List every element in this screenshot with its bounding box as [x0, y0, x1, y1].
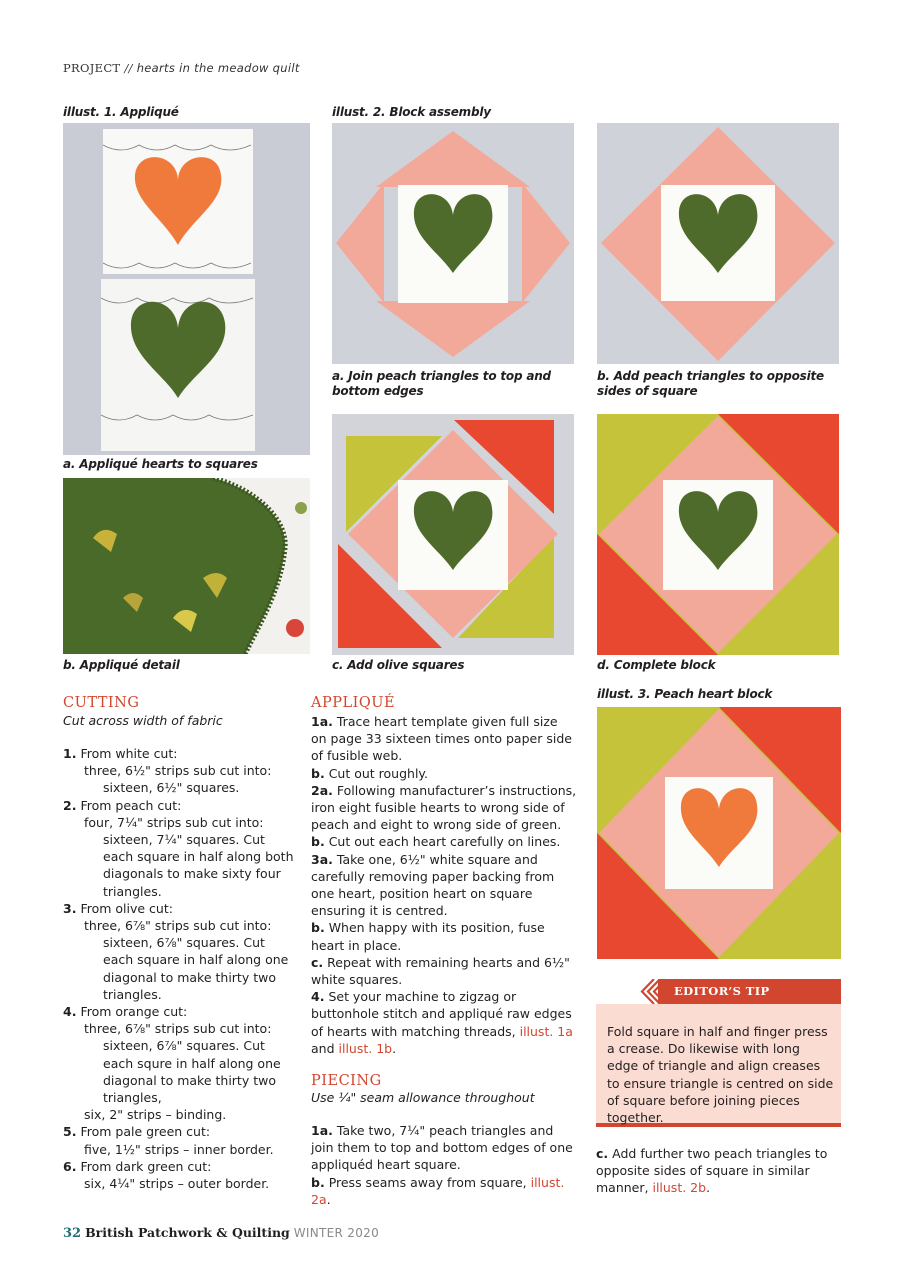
cutting-item-line: diagonal to make thirty two [103, 969, 276, 985]
page-footer [63, 1225, 379, 1241]
caption-illus2b: b. Add peach triangles to opposite sides of square [597, 369, 824, 398]
cutting-item-line: sixteen, 6⅞" squares. Cut [103, 935, 265, 951]
ref-illus-1b[interactable]: illust. 1b [338, 1040, 393, 1056]
editors-tip-title: EDITOR’S TIP [658, 979, 841, 1004]
cutting-section [63, 695, 303, 1192]
piecing-subtitle: Use ¼" seam allowance throughout [311, 1090, 535, 1106]
piecing-step: 1a. Take two, 7¼" peach triangles and join them to top and bottom edges of one appliquéd heart square. [311, 1123, 573, 1173]
photo-block-2d [597, 414, 839, 655]
cutting-item: 2. From peach cut: [63, 797, 182, 813]
cutting-item-line: triangles. [103, 883, 162, 899]
running-header [63, 61, 300, 75]
cutting-item: 5. From pale green cut: [63, 1124, 211, 1140]
applique-step: b. Cut out each heart carefully on lines. [311, 834, 561, 850]
chevron-arrows-icon [596, 979, 658, 1004]
ref-illus-1a[interactable]: illust. 1a [519, 1023, 573, 1039]
cutting-item-line: sixteen, 7¼" squares. Cut [103, 832, 265, 848]
applique-step: b. When happy with its position, fuse heart in place. [311, 920, 545, 953]
photo-applique-hearts [63, 123, 310, 455]
piecing-step: b. Press seams away from square, illust. 2a. [311, 1174, 565, 1207]
header-title: hearts in the meadow quilt [136, 61, 300, 75]
applique-step: 1a. Trace heart template given full size on page 33 sixteen times onto paper side of fusible web. [311, 714, 572, 764]
photo-applique-detail [63, 478, 310, 654]
caption-illus2d: d. Complete block [597, 658, 716, 672]
applique-section [311, 695, 577, 1208]
editors-tip-box [596, 979, 841, 1127]
cutting-item-line: each square in half along both [103, 849, 294, 865]
editors-tip-header [596, 979, 841, 1004]
caption-illus2c: c. Add olive squares [332, 658, 465, 672]
cutting-item-line: triangles, [103, 1090, 162, 1106]
photo-block-2a [332, 123, 574, 364]
applique-title: APPLIQUÉ [311, 695, 396, 711]
cutting-item-line: diagonal to make thirty two [103, 1072, 276, 1088]
magazine-name: British Patchwork & Quilting [85, 1225, 290, 1240]
cutting-item-line: three, 6⅞" strips sub cut into: [84, 1021, 272, 1037]
applique-step: 2a. Following manufacturer’s instructions, iron eight fusible hearts to wrong side of peach and eight to wrong side of green. [311, 782, 577, 833]
applique-step: 3a. Take one, 6½" white square and carefully removing paper backing from one heart, position heart on square ensuring it is centred. [311, 851, 555, 919]
caption-illus1: illust. 1. Appliqué [63, 105, 179, 119]
photo-block-2c [332, 414, 574, 655]
ref-illus-2a[interactable]: illust. 2a [311, 1174, 565, 1207]
applique-step: b. Cut out roughly. [311, 765, 429, 781]
photo-block-2b [597, 123, 839, 364]
cutting-item-line: three, 6⅞" strips sub cut into: [84, 918, 272, 934]
cutting-title: CUTTING [63, 695, 140, 711]
piecing-step-c: c. Add further two peach triangles to opposite sides of square in similar manner, illust. 2b. [596, 1146, 828, 1196]
cutting-item-line: three, 6½" strips sub cut into: [84, 763, 272, 779]
cutting-item-line: sixteen, 6½" squares. [103, 780, 240, 796]
cutting-item-line: four, 7¼" strips sub cut into: [84, 814, 264, 830]
caption-illus2a: a. Join peach triangles to top and bottom edges [332, 369, 551, 398]
cutting-item-line: triangles. [103, 986, 162, 1002]
issue-label: WINTER 2020 [293, 1226, 380, 1240]
cutting-item-line: each square in half along one [103, 952, 289, 968]
cutting-item-line: six, 2" strips – binding. [84, 1107, 227, 1123]
header-separator: // [124, 61, 133, 75]
photo-peach-heart-block [597, 707, 841, 959]
cutting-item-line: five, 1½" strips – inner border. [84, 1141, 274, 1157]
caption-illus1b: b. Appliqué detail [63, 658, 180, 672]
caption-illus2: illust. 2. Block assembly [332, 105, 491, 119]
applique-step: 4. Set your machine to zigzag or buttonhole stitch and appliqué raw edges of hearts with matching threads, illust. 1a and illust. 1b. [311, 989, 573, 1056]
caption-illus1a: a. Appliqué hearts to squares [63, 457, 258, 471]
applique-step: c. Repeat with remaining hearts and 6½" white squares. [311, 954, 570, 988]
ref-illus-2b[interactable]: illust. 2b [652, 1180, 707, 1196]
cutting-item-line: each squre in half along one [103, 1055, 281, 1071]
cutting-item: 3. From olive cut: [63, 900, 173, 916]
cutting-item: 4. From orange cut: [63, 1004, 188, 1020]
cutting-item: 6. From dark green cut: [63, 1158, 212, 1174]
editors-tip-text: Fold square in half and finger press a crease. Do likewise with long edge of triangle and align creases to ensure triangle is centred on side of square before joining pieces together. [607, 1024, 834, 1126]
page-number: 32 [63, 1226, 82, 1241]
cutting-item-line: six, 4¼" strips – outer border. [84, 1176, 270, 1192]
cutting-item: 1. From white cut: [63, 746, 178, 761]
cutting-item-line: diagonals to make sixty four [103, 866, 281, 882]
header-section: PROJECT [63, 61, 121, 75]
piecing-title: PIECING [311, 1073, 382, 1090]
cutting-item-line: sixteen, 6⅞" squares. Cut [103, 1038, 265, 1054]
caption-illus3: illust. 3. Peach heart block [597, 687, 773, 701]
cutting-subtitle: Cut across width of fabric [63, 713, 223, 728]
cutting-list [63, 745, 303, 1192]
